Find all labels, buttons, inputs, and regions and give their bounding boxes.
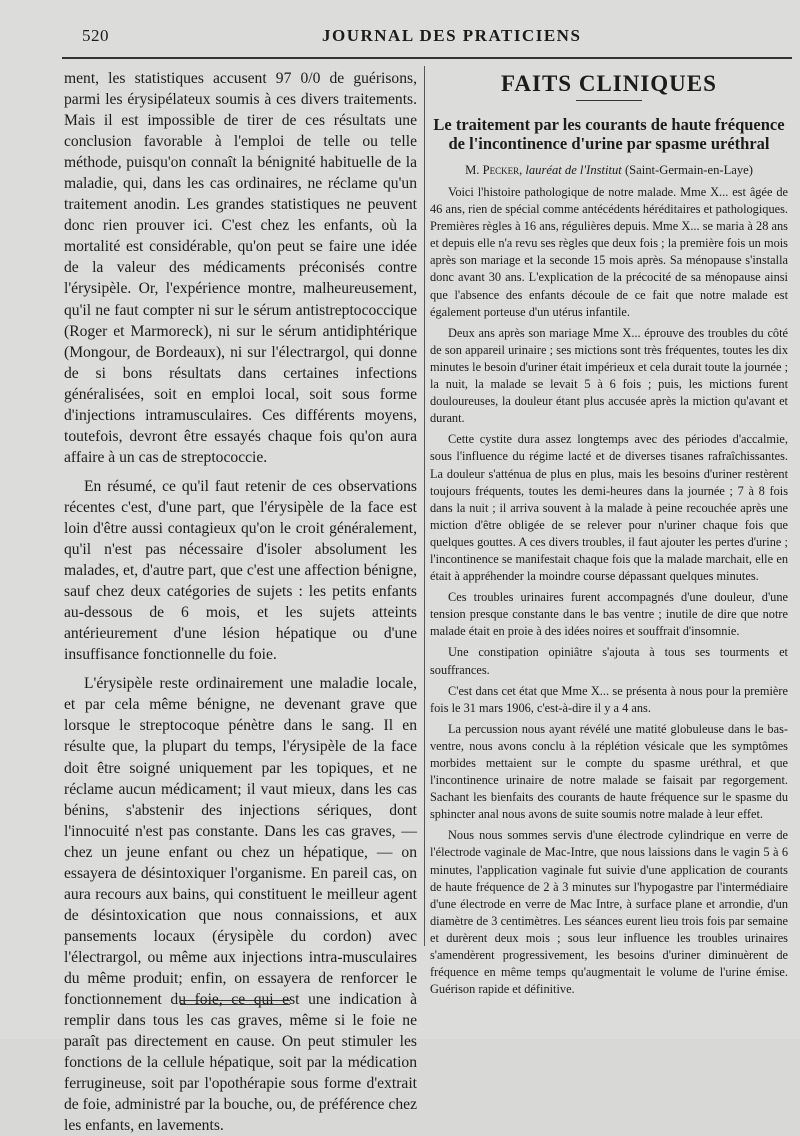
page-number: 520 xyxy=(82,26,109,45)
left-paragraph: En résumé, ce qu'il faut retenir de ces observations récentes c'est, d'une part, que l'érysipèle de la face est loin d'être aussi contagieux qu'on le croit généralement, qu'il n'est pas nécessaire d'isoler absolument les malades, et, d'autre part, que c'est une affection bénigne, sauf chez deux catégories de sujets : les petits enfants au-dessous de 6 mois, et les sujets atteints antérieurement d'une lésion hépatique ou d'une insuffisance fonctionnelle du foie. xyxy=(64,477,417,664)
article-paragraph: Nous nous sommes servis d'une électrode cylindrique en verre de l'électrode vaginale de Mac-Intre, que nous laissions dans le vagin 5 à 6 minutes, l'application vaginale fut suivie d'une application de courants de haute fréquence de 2 à 3 minutes sur l'hypogastre par l'intermédiaire d'une électrode en verre de Mac Intre, à surface plane et arrondie, d'un diamètre de 3 centimètres. Les séances eurent lieu trois fois par semaine et durèrent deux mois ; sous leur influence les troubles urinaires s'amendèrent progressivement, les besoins d'uriner diminuèrent de fréquence en même temps qu'augmentait le volume de l'urine émise. Guérison rapide et définitive. xyxy=(430,828,788,997)
article-paragraph: Voici l'histoire pathologique de notre malade. Mme X... est âgée de 46 ans, rien de spécial comme antécédents héréditaires et pathologiques. Premières règles à 16 ans, régulières depuis. Mme X... se maria à 28 ans et depuis elle n'a revu ses règles que deux fois ; la première fois un mois après son mariage et la seconde 15 mois après. Sa ménopause s'installa donc avant 30 ans. L'explication de la précocité de sa ménopause ainsi que l'absence des enfants découle de ce fait que notre malade est également porteuse d'un utérus infantile. xyxy=(430,185,788,319)
byline-prefix: M. xyxy=(465,163,483,177)
left-paragraph: ment, les statistiques accusent 97 0/0 de guérisons, parmi les érysipélateux soumis à ces divers traitements. Mais il est impossible de tirer de ces résultats une conclusion favorable à l'emploi de telle ou telle méthode, puisqu'on connaît la bénignité habituelle de la maladie, qui, dans les cas ordinaires, ne réclame qu'un traitement anodin. Les grandes statistiques ne peuvent donc rien prouver ici. C'est chez les enfants, où la mortalité est considérable, qu'on peut se faire une idée de la valeur des médicaments préconisés contre l'érysipèle. Or, l'expérience montre, malheureusement, qu'il ne faut compter ni sur le sérum antistreptococcique (Roger et Marmoreck), ni sur le sérum antidiphtérique (Mongour, de Bordeaux), ni sur l'électrargol, qui donne de si bons résultats dans certaines infections généralisées, soit en emploi local, soit sous forme d'injections intramusculaires. Ces différents moyens, toutefois, devront être essayés chaque fois qu'on aura affaire à un cas de streptococcie. xyxy=(64,70,417,466)
header-rule xyxy=(62,57,792,59)
right-column xyxy=(430,68,788,1002)
left-paragraph: L'érysipèle reste ordinairement une maladie locale, et par cela même bénigne, ne devenant grave que lorsque le streptocoque pénètre dans le sang. Il en résulte que, la plupart du temps, l'érysipèle de la face doit être soigné uniquement par les topiques, et ne réclame aucun médicament; il vaut mieux, dans les cas bénins, s'abstenir des injections sériques, dont l'innocuité n'est pas constante. Dans les cas graves, — chez un jeune enfant ou chez un hépatique, — on essayera de désintoxiquer l'organisme. En pareil cas, on aura recours aux bains, qui constituent le meilleur agent de désintoxication que nous connaissions, et aux pansements locaux (érysipèle du cordon) avec l'électrargol, ou même aux injections intra-musculaires du même produit; enfin, on essayera de renforcer le fonctionnement du foie, ce qui est une indication à remplir dans tous les cas graves, même si le foie ne paraît pas directement en cause. On peut stimuler les fonctions de la cellule hépatique, soit par la médication ferrugineuse, soit par l'opothérapie sous forme d'extrait de foie, administré par la bouche, ou, de préférence chez les enfants, en lavements. xyxy=(64,675,417,1135)
running-head xyxy=(0,26,800,50)
article-title: Le traitement par les courants de haute fréquence de l'incontinence d'urine par spasme uréthral xyxy=(433,115,785,153)
article-byline xyxy=(430,162,788,178)
byline-institution: lauréat de l'Institut xyxy=(522,163,622,177)
article-paragraph: La percussion nous ayant révélé une matité globuleuse dans le bas-ventre, nous avons conclu à la réplétion vésicale que les symptômes morbides mettaient sur le compte du spasme uréthral, et que l'incontinence urinaire de notre malade se faisait par regorgement. Sachant les bienfaits des courants de haute fréquence sur le spasme du sphincter anal nous avons de suite soumis notre malade à leur effet. xyxy=(430,721,788,822)
left-column xyxy=(64,68,417,1136)
section-title-underline xyxy=(576,100,642,101)
article-paragraph: Ces troubles urinaires furent accompagnés d'une douleur, d'une tension presque constante dans le bas ventre ; inutile de dire que notre malade était en proie à des idées noires et souffrait d'insomnie. xyxy=(430,590,788,639)
article-end-rule xyxy=(180,1000,290,1005)
section-title: FAITS CLINIQUES xyxy=(501,71,717,96)
byline-place: (Saint-Germain-en-Laye) xyxy=(621,163,753,177)
column-divider xyxy=(424,66,425,946)
article-paragraph: Cette cystite dura assez longtemps avec des périodes d'accalmie, sous l'influence du régime lacté et de diverses tisanes rafraîchissantes. La douleur s'atténua de plus en plus, mais les besoins d'uriner restèrent toujours fréquents, toutes les demi-heures dans la journée ; 7 à 8 fois dans la nuit ; il arriva souvent à la malade à peine recouchée après une miction d'être obligée de se relever pour n'uriner chaque fois que quelques gouttes. A ces divers troubles, il faut ajouter les pertes d'urine ; l'incontinence se manifestait chaque fois que la malade marchait, elle en était à appréhender la moindre course dépassant quelques minutes. xyxy=(430,432,788,584)
article-body xyxy=(430,184,788,998)
article-paragraph: Deux ans après son mariage Mme X... éprouve des troubles du côté de son appareil urinaire ; ses mictions sont très fréquentes, toutes les dix minutes le besoin d'uriner était impérieux et cela durait toute la journée ; la nuit, la malade se levait 5 à 6 fois ; puis, les mictions furent douloureuses, la douleur étant plus accusée après la miction qu'avant et durant. xyxy=(430,325,789,426)
byline-author: Pecker, xyxy=(482,163,523,177)
journal-title: JOURNAL DES PRATICIENS xyxy=(322,26,582,45)
article-paragraph: Une constipation opiniâtre s'ajouta à tous ses tourments et souffrances. xyxy=(430,645,788,677)
article-paragraph: C'est dans cet état que Mme X... se présenta à nous pour la première fois le 31 mars 1906, c'est-à-dire il y a 4 ans. xyxy=(430,683,788,715)
